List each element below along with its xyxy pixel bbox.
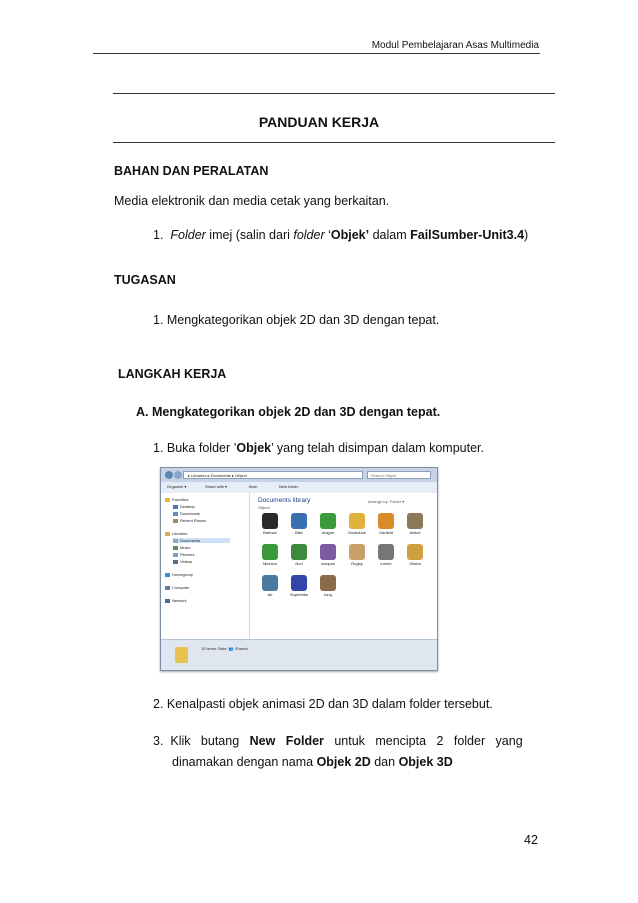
file-item[interactable] bbox=[258, 575, 282, 597]
folder-icon bbox=[175, 647, 188, 663]
langkah-step-2: 2. Kenalpasti objek animasi 2D dan 3D dalam folder tersebut. bbox=[153, 697, 493, 711]
details-pane bbox=[161, 639, 437, 671]
nav-downloads[interactable]: Downloads bbox=[173, 511, 200, 516]
file-item-label: Bike bbox=[295, 530, 303, 535]
nav-homegroup[interactable]: Homegroup bbox=[165, 572, 193, 577]
libraries-icon bbox=[165, 532, 170, 536]
file-item-label: dragon bbox=[321, 530, 335, 535]
file-item-label: Ikebot bbox=[409, 530, 421, 535]
image-thumbnail bbox=[291, 513, 307, 529]
pictures-icon bbox=[173, 553, 178, 557]
new-folder-button[interactable]: New folder bbox=[279, 484, 299, 489]
image-thumbnail bbox=[407, 513, 423, 529]
share-with-button[interactable]: Share with ▾ bbox=[205, 484, 228, 489]
title-rule-bottom bbox=[113, 142, 555, 143]
nav-documents[interactable]: Documents bbox=[173, 538, 230, 543]
file-item-label: Batman bbox=[263, 530, 277, 535]
recent-places-icon bbox=[173, 519, 178, 523]
image-thumbnail bbox=[407, 544, 423, 560]
arrange-by-dropdown[interactable]: Arrange by: Folder ▾ bbox=[368, 499, 405, 504]
image-thumbnail bbox=[320, 544, 336, 560]
desktop-icon bbox=[173, 505, 178, 509]
image-thumbnail bbox=[378, 513, 394, 529]
file-item[interactable] bbox=[403, 513, 427, 535]
image-thumbnail bbox=[291, 544, 307, 560]
file-item-label: Nuri bbox=[295, 561, 303, 566]
explorer-screenshot bbox=[160, 467, 438, 671]
file-item[interactable] bbox=[316, 575, 340, 597]
computer-icon bbox=[165, 586, 170, 590]
address-bar-area bbox=[161, 468, 437, 482]
file-item-label: octopus bbox=[320, 561, 335, 566]
star-icon bbox=[165, 498, 170, 502]
nav-desktop[interactable]: Desktop bbox=[173, 504, 195, 509]
title-rule-top bbox=[113, 93, 555, 94]
nav-videos[interactable]: Videos bbox=[173, 559, 192, 564]
image-thumbnail bbox=[262, 513, 278, 529]
tugasan-heading: TUGASAN bbox=[114, 273, 176, 287]
image-thumbnail bbox=[349, 544, 365, 560]
langkah-step-1: 1. Buka folder ’Objek’ yang telah disimpan dalam komputer. bbox=[153, 441, 484, 455]
image-thumbnail bbox=[262, 544, 278, 560]
image-thumbnail bbox=[320, 575, 336, 591]
file-item-label: tong bbox=[324, 592, 332, 597]
bahan-item-1: 1. Folder imej (salin dari folder ‘Objek’ dalam FailSumber-Unit3.4) bbox=[153, 228, 529, 242]
homegroup-icon bbox=[165, 573, 170, 577]
file-item[interactable] bbox=[316, 513, 340, 535]
forward-icon[interactable] bbox=[174, 471, 182, 479]
burn-button[interactable]: Burn bbox=[249, 484, 258, 489]
nav-computer[interactable]: Computer bbox=[165, 585, 190, 590]
page-number: 42 bbox=[524, 833, 538, 847]
image-thumbnail bbox=[291, 575, 307, 591]
file-item-label: Minnion bbox=[262, 561, 277, 566]
tugasan-item-1: 1. Mengkategorikan objek 2D dan 3D dengan tepat. bbox=[153, 313, 440, 327]
file-item[interactable] bbox=[287, 544, 311, 566]
file-item[interactable] bbox=[287, 575, 311, 597]
music-icon bbox=[173, 546, 178, 550]
file-item[interactable] bbox=[316, 544, 340, 566]
langkah-step-3-line-2: dinamakan dengan nama Objek 2D dan Objek 3D bbox=[172, 755, 453, 769]
nav-libraries[interactable]: Libraries bbox=[165, 531, 187, 536]
file-item[interactable] bbox=[374, 513, 398, 535]
address-field[interactable]: ▸ Libraries ▸ Documents ▸ Object bbox=[183, 471, 363, 479]
file-item-label: Superbike bbox=[289, 592, 308, 597]
file-item[interactable] bbox=[345, 544, 369, 566]
bahan-text: Media elektronik dan media cetak yang berkaitan. bbox=[114, 194, 390, 208]
nav-pictures[interactable]: Pictures bbox=[173, 552, 194, 557]
file-item[interactable] bbox=[258, 544, 282, 566]
file-item[interactable] bbox=[345, 513, 369, 535]
page-title: PANDUAN KERJA bbox=[258, 114, 380, 130]
status-text: 15 items State: 👥 Shared bbox=[201, 646, 248, 651]
bahan-heading: BAHAN DAN PERALATAN bbox=[114, 164, 269, 178]
library-title: Documents library bbox=[258, 497, 311, 504]
file-item-label: runner bbox=[380, 561, 392, 566]
langkah-subheading: A. Mengkategorikan objek 2D dan 3D dengan tepat. bbox=[136, 405, 441, 419]
file-item-label: Simba bbox=[409, 561, 421, 566]
langkah-step-3-line-1: 3. Klik butang New Folder untuk mencipta 2 folder yang bbox=[153, 734, 523, 748]
navigation-pane bbox=[161, 493, 250, 639]
langkah-heading: LANGKAH KERJA bbox=[118, 367, 227, 381]
file-item-label: ski bbox=[267, 592, 273, 597]
documents-icon bbox=[173, 539, 178, 543]
file-item-label: Garfield bbox=[378, 530, 393, 535]
library-subtitle: Object bbox=[258, 505, 270, 510]
nav-favorites[interactable]: Favorites bbox=[165, 497, 188, 502]
file-item[interactable] bbox=[287, 513, 311, 535]
file-list-pane bbox=[250, 493, 437, 639]
image-thumbnail bbox=[378, 544, 394, 560]
downloads-icon bbox=[173, 512, 178, 516]
header-rule bbox=[93, 53, 540, 54]
image-thumbnail bbox=[262, 575, 278, 591]
back-icon[interactable] bbox=[165, 471, 173, 479]
videos-icon bbox=[173, 560, 178, 564]
file-item[interactable] bbox=[258, 513, 282, 535]
file-item-label: Duckduck bbox=[348, 530, 366, 535]
network-icon bbox=[165, 599, 170, 603]
module-header: Modul Pembelajaran Asas Multimedia bbox=[371, 40, 539, 51]
file-item[interactable] bbox=[403, 544, 427, 566]
nav-recent-places[interactable]: Recent Places bbox=[173, 518, 206, 523]
nav-network[interactable]: Network bbox=[165, 598, 187, 603]
search-input[interactable]: Search Object bbox=[367, 471, 431, 479]
image-thumbnail bbox=[320, 513, 336, 529]
organize-button[interactable]: Organize ▾ bbox=[167, 484, 187, 489]
image-thumbnail bbox=[349, 513, 365, 529]
file-item[interactable] bbox=[374, 544, 398, 566]
file-item-label: Rugby bbox=[351, 561, 363, 566]
nav-music[interactable]: Music bbox=[173, 545, 190, 550]
